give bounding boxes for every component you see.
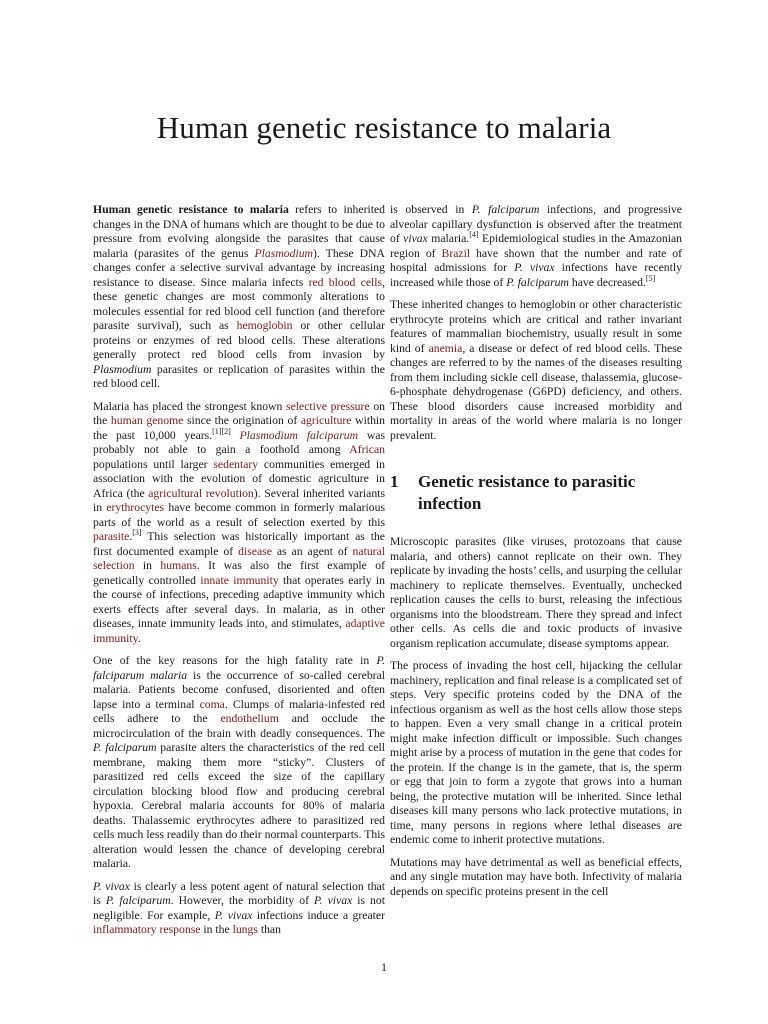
text-run: malaria. — [427, 232, 470, 245]
text-run: Epidemiological studies in the Amazonian region of — [390, 232, 682, 260]
text-run: These inherited changes to hemoglobin or other characteristic erythrocyte proteins which are critical and rather invariant features of mammalian biochemistry, usually result in some kind of — [390, 298, 682, 355]
text-run: have become common in formerly malarious parts of the world as a result of selection exerted by this — [93, 501, 385, 529]
text-run: on the — [93, 399, 386, 427]
text-run: is not negligible. For example, — [93, 894, 385, 922]
wiki-link[interactable]: disease — [238, 544, 272, 558]
text-run: have decreased. — [568, 275, 646, 289]
italic-term: Plasmodium — [93, 362, 152, 376]
text-run: . Clumps of malaria-infested red cells adhere to the — [93, 697, 385, 725]
wiki-link[interactable]: inflammatory response — [93, 923, 201, 936]
italic-term: P. falciparum — [471, 203, 540, 216]
wiki-link[interactable]: coma — [199, 697, 225, 711]
text-run: or other cellular proteins or enzymes of red blood cells. These alterations generally protect red blood cells from invasion by — [93, 319, 385, 361]
section-heading — [390, 471, 682, 515]
citation-ref[interactable]: [1][2] — [212, 426, 231, 436]
text-run: populations until larger — [93, 457, 214, 471]
text-run: . However, the morbidity of — [170, 894, 315, 907]
italic-term: P. vivax — [514, 261, 555, 274]
wiki-link[interactable]: red blood cells — [308, 275, 383, 289]
wiki-link[interactable]: anemia — [428, 341, 463, 355]
paragraph — [93, 400, 385, 647]
text-run: Mutations may have detrimental as well as beneficial effects, and any single mutation may have both. Infectivity of malaria depends on specific proteins present in the cell — [390, 855, 682, 898]
wiki-link[interactable]: African — [349, 443, 385, 456]
text-run: infections induce a greater — [252, 908, 385, 922]
citation-ref[interactable]: [4] — [469, 230, 479, 240]
italic-term: P. falciparum malaria — [93, 654, 385, 682]
text-run — [231, 429, 240, 442]
section-title: Genetic resistance to parasitic infection — [418, 472, 636, 513]
text-run: communities emerged in association with the evolution of domestic agriculture in Africa (the — [93, 457, 385, 500]
citation-ref[interactable]: [3] — [132, 528, 142, 538]
wiki-link[interactable]: hemoglobin — [236, 319, 293, 332]
section-number: 1 — [390, 472, 399, 491]
right-column — [390, 203, 682, 907]
text-run: This selection was historically important as the first documented example of — [93, 530, 385, 558]
text-run: within the past 10,000 years. — [93, 414, 386, 442]
paragraph — [390, 203, 682, 290]
wiki-link[interactable]: selective pressure — [286, 399, 370, 413]
text-run: parasites or replication of parasites within the red blood cell. — [93, 362, 385, 390]
paragraph — [93, 880, 385, 938]
wiki-link[interactable]: Brazil — [441, 246, 471, 260]
wiki-link[interactable]: natural selection — [93, 544, 385, 572]
text-run: , these genetic changes are most commonly alterations to molecules essential for red blood cell function (and therefore parasite survival), such as — [93, 275, 386, 332]
paragraph — [93, 654, 385, 872]
wiki-link[interactable]: humans — [160, 559, 197, 572]
paragraph — [390, 659, 682, 848]
wiki-link[interactable]: sedentary — [213, 457, 259, 471]
wiki-link[interactable]: endothelium — [220, 712, 279, 725]
text-run: . — [129, 530, 133, 543]
wiki-link[interactable]: human genome — [110, 414, 184, 427]
wiki-link[interactable]: agricultural revolution — [148, 486, 254, 500]
text-run: in — [134, 559, 161, 572]
text-run: is the occurrence of so-called cerebral malaria. Patients become confused, disoriented and often lapse into a terminal — [93, 668, 385, 711]
paragraph — [93, 203, 385, 392]
bold-term: Human genetic resistance to malaria — [93, 203, 289, 216]
text-run: since the origination of — [183, 414, 301, 427]
text-run: Microscopic parasites (like viruses, protozoans that cause malaria, and others) cannot replicate on their own. They replicate by invading the hosts’ cells, and usurping the cellular machinery to replicate themselves. Eventually, unchecked replication causes the cells to burst, releasing the infectious organisms into the bloodstream. There they spread and infect other cells. As cells die and toxic products of invasive organism replication accumulate, disease symptoms appear. — [390, 535, 682, 650]
text-run: was probably not able to gain a foothold among — [93, 428, 385, 456]
text-run: as an agent of — [271, 544, 353, 558]
text-run: that operates early in the course of infections, preceding adaptive immunity which exerts effects after several days. In malaria, as in other diseases, innate immunity leads into, and stimulates, — [93, 573, 385, 630]
wiki-link[interactable]: Plasmodium — [254, 246, 313, 260]
text-run: is clearly a less potent agent of natural selection that is — [93, 879, 385, 907]
text-run: refers to inherited changes in the DNA of humans which are thought to be due to pressure from evolving alongside the parasites that cause malaria (parasites of the genus — [93, 203, 385, 260]
text-run: One of the key reasons for the high fatality rate in — [93, 654, 377, 667]
right-column-intro — [390, 203, 682, 443]
italic-term: P. vivax — [214, 908, 253, 922]
text-run: . — [137, 631, 141, 645]
paragraph — [390, 535, 682, 651]
text-run: have shown that the number and rate of hospital admissions for — [390, 246, 683, 274]
text-run: in the — [200, 923, 233, 936]
text-run: and occlude the microcirculation of the brain with deadly consequences. The — [93, 712, 385, 740]
wiki-link[interactable]: innate immunity — [200, 573, 279, 587]
wiki-link[interactable]: adaptive immunity — [93, 617, 385, 645]
italic-term: P. falciparum — [105, 894, 171, 907]
text-run: than — [257, 923, 281, 936]
text-run: . It was also the first example of genetically controlled — [93, 559, 385, 587]
text-run: , a disease or defect of red blood cells. These changes are referred to by the names of the diseases resulting from them including sickle cell disease, thalassemia, glucose-6-phosphate dehydrogenase (G6PD) deficiency, and others. These blood disorders cause increased morbidity and mortality in areas of the world where malaria is no longer prevalent. — [390, 341, 682, 442]
text-run: ). These DNA changes confer a selective survival advantage by increasing resistance to disease. Since malaria infects — [93, 246, 385, 289]
italic-term: P. vivax — [314, 894, 353, 907]
paragraph — [390, 856, 682, 900]
text-run: Malaria has placed the strongest known — [93, 399, 287, 413]
text-run: ). Several inherited variants in — [93, 486, 385, 514]
paragraph — [390, 298, 682, 443]
italic-term: P. vivax — [93, 879, 130, 893]
text-run: infections have recently increased while those of — [390, 261, 682, 289]
text-run: parasite alters the characteristics of the red cell membrane, making them more “sticky”. Clusters of parasitized red cells exceed the size of the capillary circulation blocking blood flow and producing cerebral hypoxia. Cerebral malaria accounts for 80% of malaria deaths. Thalassemic erythrocytes adhere to parasitized red cells much less readily than do their normal counterparts. This alteration would lessen the chance of developing cerebral malaria. — [93, 741, 385, 870]
wiki-link[interactable]: erythrocytes — [106, 501, 165, 514]
left-column — [93, 203, 385, 946]
section-body — [390, 535, 682, 899]
text-run: The process of invading the host cell, hijacking the cellular machinery, replication and final release is a complicated set of steps. Very specific proteins coded by the DNA of the infectious organism as well as the host cells allow those steps to happen. Even a very small change in a critical protein might make infection difficult or impossible. Such changes might arise by a process of mutation in the gene that codes for the protein. If the change is in the gamete, that is, the sperm or egg that join to form a zygote that grows into a human being, the protective mutation will be inherited. Since lethal diseases kill many persons who lack protective mutations, in time, many persons in regions where lethal diseases are endemic come to inherit protective mutations. — [390, 659, 682, 846]
page-number: 1 — [381, 960, 387, 974]
page-title: Human genetic resistance to malaria — [156, 110, 612, 145]
text-run: is observed in — [390, 203, 472, 216]
text-run: infections, and progressive alveolar capillary dysfunction is observed after the treatment of — [390, 203, 682, 245]
wiki-link[interactable]: parasite — [93, 530, 130, 543]
wiki-link[interactable]: Plasmodium falciparum — [239, 428, 359, 442]
wiki-link[interactable]: agriculture — [300, 414, 352, 427]
wiki-link[interactable]: lungs — [232, 923, 258, 936]
citation-ref[interactable]: [5] — [645, 273, 656, 283]
italic-term: P. falciparum — [93, 741, 157, 754]
italic-term: vivax — [403, 232, 428, 245]
italic-term: P. falciparum — [506, 275, 569, 289]
